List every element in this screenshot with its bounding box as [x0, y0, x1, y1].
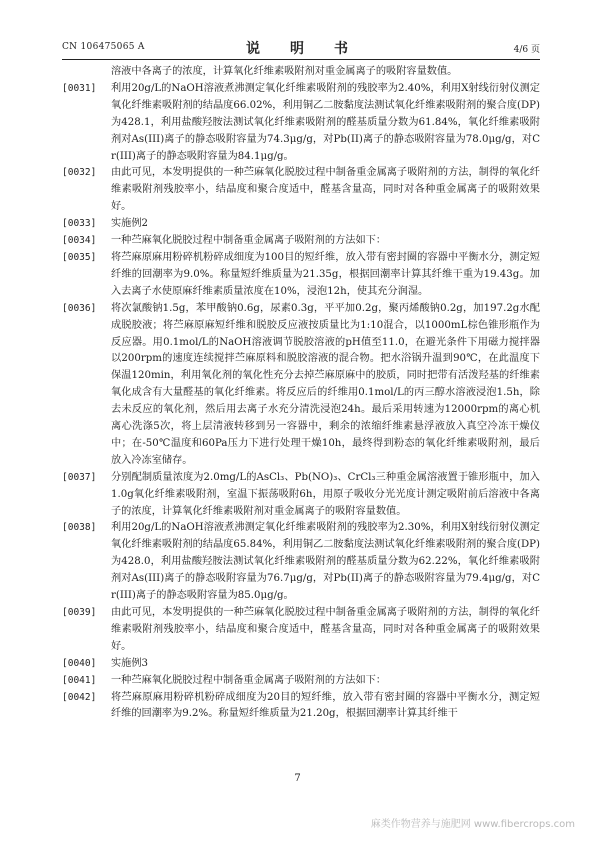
paragraph-text: 溶液中各离子的浓度，计算氧化纤维素吸附剂对重金属离子的吸附容量数值。 [111, 66, 458, 77]
paragraph-number: [0032] [62, 167, 97, 179]
paragraph-number: [0034] [62, 235, 97, 247]
page-indicator: 4/6 页 [513, 45, 540, 55]
paragraph-continuation [62, 64, 540, 81]
paragraph-text: 由此可见，本发明提供的一种苎麻氧化脱胶过程中制备重金属离子吸附剂的方法，制得的氧化纤维素吸附剂残胶率小，结晶度和聚合度适中，醛基含量高，同时对各种重金属离子的吸附效果好。 [111, 167, 540, 213]
paragraph-0037 [62, 470, 540, 521]
paragraph-0041 [62, 673, 540, 690]
page-title: 说 明 书 [246, 41, 356, 57]
paragraph-0032 [62, 165, 540, 216]
paragraph-number: [0035] [62, 251, 97, 263]
paragraph-number: [0042] [62, 691, 97, 703]
paragraph-0034 [62, 233, 540, 250]
paragraph-text: 一种苎麻氧化脱胶过程中制备重金属离子吸附剂的方法如下： [111, 674, 387, 686]
paragraph-0033 [62, 216, 540, 233]
paragraph-0040 [62, 656, 540, 673]
patent-number: CN 106475065 A [62, 42, 145, 52]
paragraph-text: 利用20g/L的NaOH溶液煮沸测定氧化纤维素吸附剂的残胶率为2.40%，利用X射线衍射仪测定氧化纤维素吸附剂的结晶度66.02%，利用铜乙二胺黏度法测试氧化纤维素吸附剂的聚合度(DP)为428.1，利用盐酸羟胺法测试氧化纤维素吸附剂的醛基质量分数为61.84%，氧化纤维素吸附剂对As(III)离子的静态吸附容量为74.3μg/g，对Pb(II)离子的静态吸附容量为78.0μg/g，对Cr(III)离子的静态吸附容量为84.1μg/g。 [111, 82, 540, 162]
page-header [62, 38, 540, 58]
section-heading: 实施例2 [111, 218, 149, 230]
paragraph-number: [0031] [62, 82, 97, 94]
paragraph-0039 [62, 605, 540, 656]
paragraph-number: [0038] [62, 522, 97, 534]
paragraph-0031 [62, 81, 540, 166]
paragraph-text: 由此可见，本发明提供的一种苎麻氧化脱胶过程中制备重金属离子吸附剂的方法，制得的氧化纤维素吸附剂残胶率小，结晶度和聚合度适中，醛基含量高，同时对各种重金属离子的吸附效果好。 [111, 607, 540, 652]
paragraph-0035 [62, 250, 540, 301]
paragraph-text: 一种苎麻氧化脱胶过程中制备重金属离子吸附剂的方法如下： [111, 235, 387, 247]
paragraph-0038 [62, 520, 540, 605]
paragraph-number [62, 64, 111, 81]
paragraph-number: [0033] [62, 218, 97, 230]
paragraph-text: 将次氯酸钠1.5g，苯甲酸钠0.6g，尿素0.3g，平平加0.2g，聚丙烯酸钠0.2g，加197.2g水配成脱胶液；将苎麻原麻短纤维和脱胶反应液按质量比为1:10混合，以1000mL棕色锥形瓶作为反应器。用0.1mol/L的NaOH溶液调节脱胶溶液的pH值至11.0，在避光条件下用磁力搅拌器以200rpm的速度连续搅拌苎麻原料和脱胶溶液的混合物。把水浴锅升温到90℃，在此温度下保温120min，利用氧化剂的氧化性充分去掉苎麻原麻中的胶质，同时把带有活泼羟基的纤维素氧化成含有大量醛基的氧化纤维素。将反应后的纤维用0.1mol/L的丙三醇水溶液浸泡1.5h，除去未反应的氧化剂，然后用去离子水充分清洗浸泡24h。最后采用转速为12000rpm的离心机离心洗涤5次，将上层清液转移到另一容器中，剩余的浓缩纤维素悬浮液放入真空冷冻干燥仪中；在-50℃温度和60Pa压力下进行处理干燥10h，最终得到粉态的氧化纤维素吸附剂，最后放入冷冻室储存。 [111, 302, 540, 466]
paragraph-0042 [62, 690, 540, 724]
paragraph-number: [0041] [62, 674, 97, 686]
paragraph-number: [0040] [62, 657, 97, 669]
header-divider [62, 59, 540, 60]
paragraph-text: 将苎麻原麻用粉碎机粉碎成细度为100目的短纤维，放入带有密封圈的容器中平衡水分，测定短纤维的回潮率为9.0%。称量短纤维质量为21.35g，根据回潮率计算其纤维干重为19.43g。加入去离子水使原麻纤维素质量浓度在10%，浸泡12h，使其充分润湿。 [111, 251, 540, 297]
paragraph-text: 利用20g/L的NaOH溶液煮沸测定氧化纤维素吸附剂的残胶率为2.30%，利用X射线衍射仪测定氧化纤维素吸附剂的结晶度65.84%，利用铜乙二胺黏度法测试氧化纤维素吸附剂的聚合度(DP)为428.0，利用盐酸羟胺法测试氧化纤维素吸附剂的醛基质量分数为62.22%，氧化纤维素吸附剂对As(III)离子的静态吸附容量为76.7μg/g，对Pb(II)离子的静态吸附容量为79.4μg/g，对Cr(III)离子的静态吸附容量为85.0μg/g。 [111, 522, 540, 602]
paragraph-number: [0039] [62, 607, 97, 618]
paragraph-number: [0037] [62, 471, 97, 483]
section-heading: 实施例3 [111, 657, 149, 669]
paragraph-text: 分别配制质量浓度为2.0mg/L的AsCl₃、Pb(NO)₃、CrCl₃三种重金属溶液置于锥形瓶中，加入1.0g氧化纤维素吸附剂，室温下振荡吸附6h，用原子吸收分光光度计测定吸附前后溶液中各离子的浓度，计算氧化纤维素吸附剂对重金属离子的吸附容量数值。 [111, 471, 540, 517]
paragraph-number: [0036] [62, 302, 97, 314]
paragraph-0036 [62, 301, 540, 470]
site-watermark: 麻类作物营养与施肥网 www.fibercrops.com [370, 819, 575, 830]
document-body [62, 64, 540, 723]
page-number: 7 [294, 773, 301, 784]
paragraph-text: 将苎麻原麻用粉碎机粉碎成细度为20目的短纤维，放入带有密封圈的容器中平衡水分，测定短纤维的回潮率为9.2%。称量短纤维质量为21.20g，根据回潮率计算其纤维干 [111, 691, 540, 720]
